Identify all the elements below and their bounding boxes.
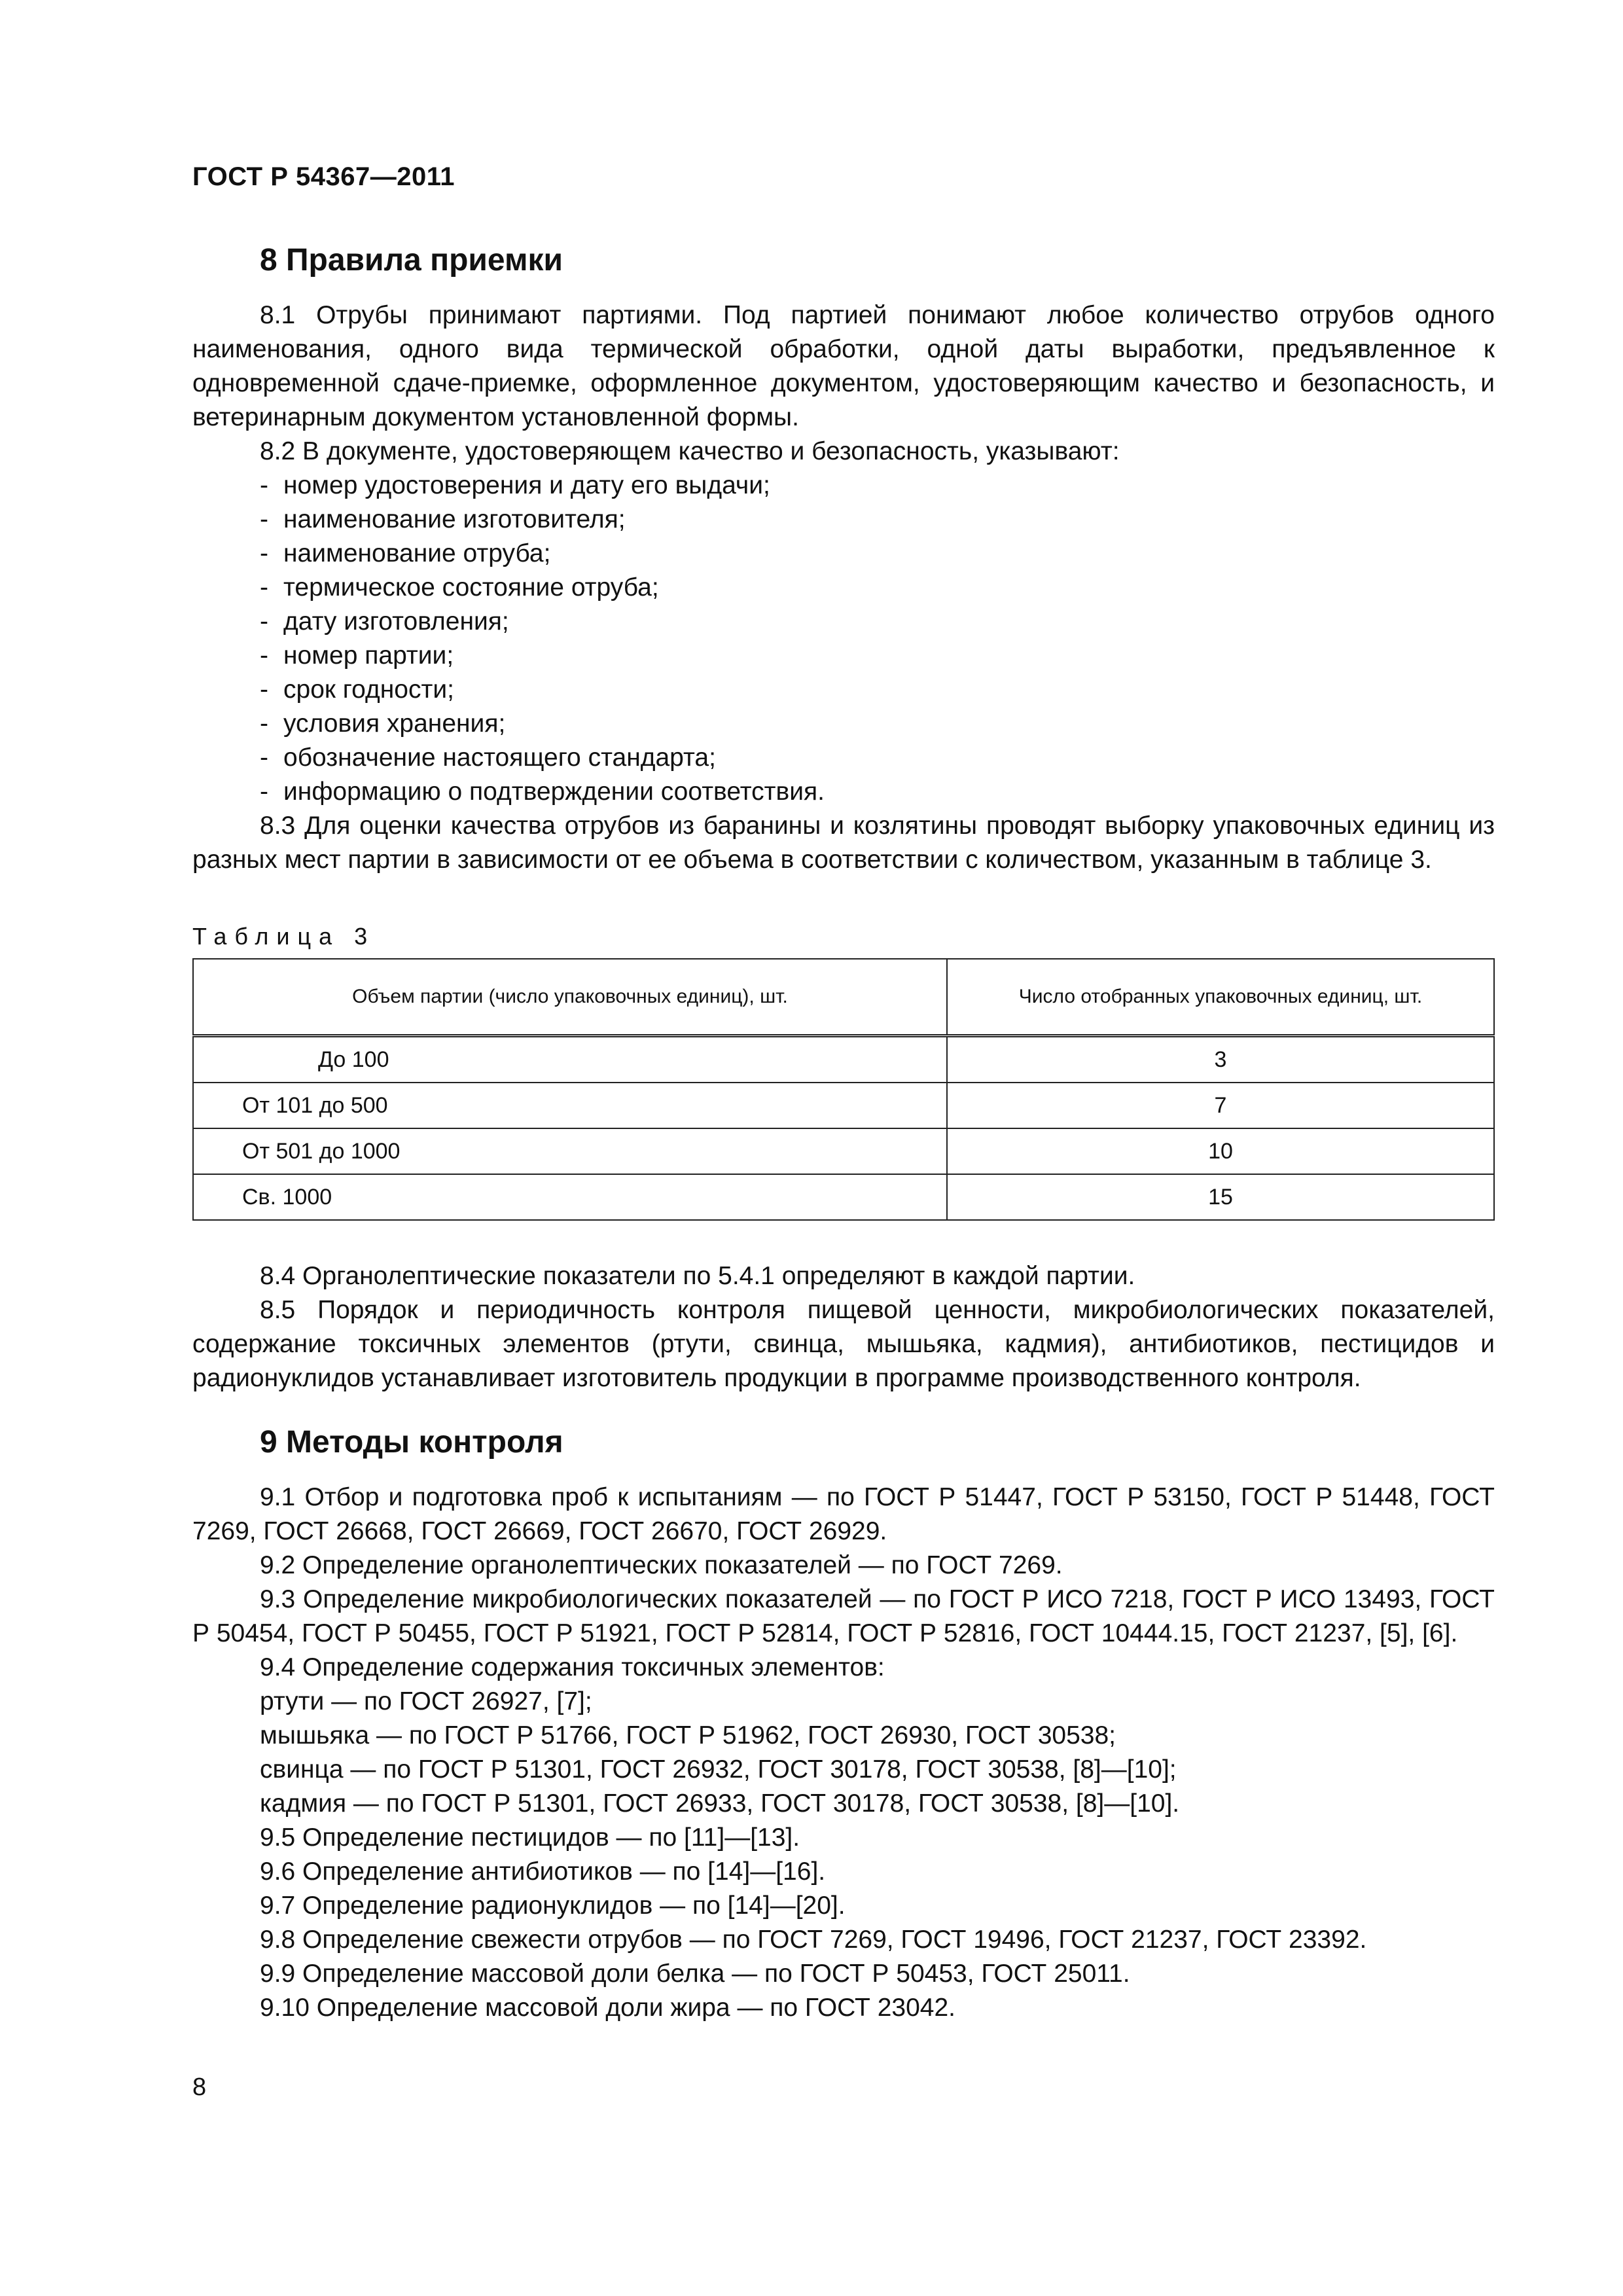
section-9-body: [192, 1480, 1495, 2025]
toxic-element-item: кадмия — по ГОСТ Р 51301, ГОСТ 26933, ГОСТ 30178, ГОСТ 30538, [8]—[10].: [260, 1789, 1180, 1818]
paragraph-9-9: 9.9 Определение массовой доли белка — по ГОСТ Р 50453, ГОСТ 25011.: [260, 1960, 1130, 1988]
table-header-row: [193, 959, 1494, 1036]
toxic-element-item: мышьяка — по ГОСТ Р 51766, ГОСТ Р 51962, ГОСТ 26930, ГОСТ 30538;: [260, 1721, 1116, 1749]
paragraph-8-4: 8.4 Органолептические показатели по 5.4.1 определяют в каждой партии.: [260, 1262, 1135, 1290]
toxic-element-item: свинца — по ГОСТ Р 51301, ГОСТ 26932, ГОСТ 30178, ГОСТ 30538, [8]—[10];: [260, 1755, 1177, 1784]
list-item: - срок годности;: [260, 675, 454, 704]
paragraph-8-1: 8.1 Отрубы принимают партиями. Под партией понимают любое количество отрубов одного наименования, одного вида термической обработки, одной даты выработки, предъявленное к одновременной сдаче-приемке, оформленное документом, удостоверяющим качество и безопасность, и ветеринарным документом установленной формы.: [192, 301, 1495, 431]
list-item: - наименование изготовителя;: [260, 505, 626, 533]
page-number: 8: [192, 2073, 207, 2101]
paragraph-8-3: 8.3 Для оценки качества отрубов из баранины и козлятины проводят выборку упаковочных единиц из разных мест партии в зависимости от ее объема в соответствии с количеством, указанным в таблице 3.: [192, 812, 1495, 874]
list-item: - условия хранения;: [260, 709, 506, 738]
table-cell: 7: [947, 1083, 1494, 1128]
table-row: [193, 1128, 1494, 1174]
paragraph-9-1: 9.1 Отбор и подготовка проб к испытаниям — по ГОСТ Р 51447, ГОСТ Р 53150, ГОСТ Р 51448, ГОСТ 7269, ГОСТ 26668, ГОСТ 26669, ГОСТ 26670, ГОСТ 26929.: [192, 1483, 1495, 1545]
table-cell: 10: [947, 1128, 1494, 1174]
list-item: - номер удостоверения и дату его выдачи;: [260, 471, 770, 499]
table-header-cell: Число отобранных упаковочных единиц, шт.: [947, 959, 1494, 1036]
toxic-element-item: ртути — по ГОСТ 26927, [7];: [260, 1687, 592, 1715]
paragraph-9-5: 9.5 Определение пестицидов — по [11]—[13].: [260, 1823, 800, 1852]
list-item: - информацию о подтверждении соответствия.: [260, 778, 825, 806]
paragraph-8-2: 8.2 В документе, удостоверяющем качество и безопасность, указывают:: [260, 437, 1120, 465]
table-cell: От 101 до 500: [193, 1083, 947, 1128]
table-cell: 15: [947, 1174, 1494, 1220]
section-8-body: [192, 298, 1495, 877]
list-item: - термическое состояние отруба;: [260, 573, 659, 601]
table-cell: До 100: [193, 1036, 947, 1083]
paragraph-9-7: 9.7 Определение радионуклидов — по [14]—[20].: [260, 1892, 846, 1920]
list-item: - номер партии;: [260, 641, 454, 670]
paragraph-9-6: 9.6 Определение антибиотиков — по [14]—[16].: [260, 1857, 826, 1886]
section-8-continued: [192, 1259, 1495, 1395]
table-row: [193, 1174, 1494, 1220]
table-cell: От 501 до 1000: [193, 1128, 947, 1174]
table-caption: Таблица 3: [192, 923, 376, 950]
paragraph-9-3: 9.3 Определение микробиологических показателей — по ГОСТ Р ИСО 7218, ГОСТ Р ИСО 13493, ГОСТ Р 50454, ГОСТ Р 50455, ГОСТ Р 51921, ГОСТ Р 52814, ГОСТ Р 52816, ГОСТ 10444.15, ГОСТ 21237, [5], [6].: [192, 1585, 1495, 1647]
table-row: [193, 1036, 1494, 1083]
section-8-title: 8 Правила приемки: [260, 243, 563, 278]
section-9-title: 9 Методы контроля: [260, 1425, 563, 1460]
document-header: ГОСТ Р 54367—2011: [192, 162, 455, 191]
table-cell: Св. 1000: [193, 1174, 947, 1220]
paragraph-8-5: 8.5 Порядок и периодичность контроля пищевой ценности, микробиологических показателей, содержание токсичных элементов (ртути, свинца, мышьяка, кадмия), антибиотиков, пестицидов и радионуклидов устанавливает изготовитель продукции в программе производственного контроля.: [192, 1296, 1495, 1392]
paragraph-9-10: 9.10 Определение массовой доли жира — по ГОСТ 23042.: [260, 1994, 955, 2022]
table-cell: 3: [947, 1036, 1494, 1083]
paragraph-9-2: 9.2 Определение органолептических показателей — по ГОСТ 7269.: [260, 1551, 1063, 1579]
list-item: - наименование отруба;: [260, 539, 551, 567]
list-item: - дату изготовления;: [260, 607, 509, 636]
paragraph-9-8: 9.8 Определение свежести отрубов — по ГОСТ 7269, ГОСТ 19496, ГОСТ 21237, ГОСТ 23392.: [260, 1926, 1367, 1954]
table-row: [193, 1083, 1494, 1128]
list-item: - обозначение настоящего стандарта;: [260, 744, 716, 772]
table-3: [192, 958, 1495, 1221]
paragraph-9-4: 9.4 Определение содержания токсичных элементов:: [260, 1653, 885, 1681]
table-header-cell: Объем партии (число упаковочных единиц), шт.: [193, 959, 947, 1036]
